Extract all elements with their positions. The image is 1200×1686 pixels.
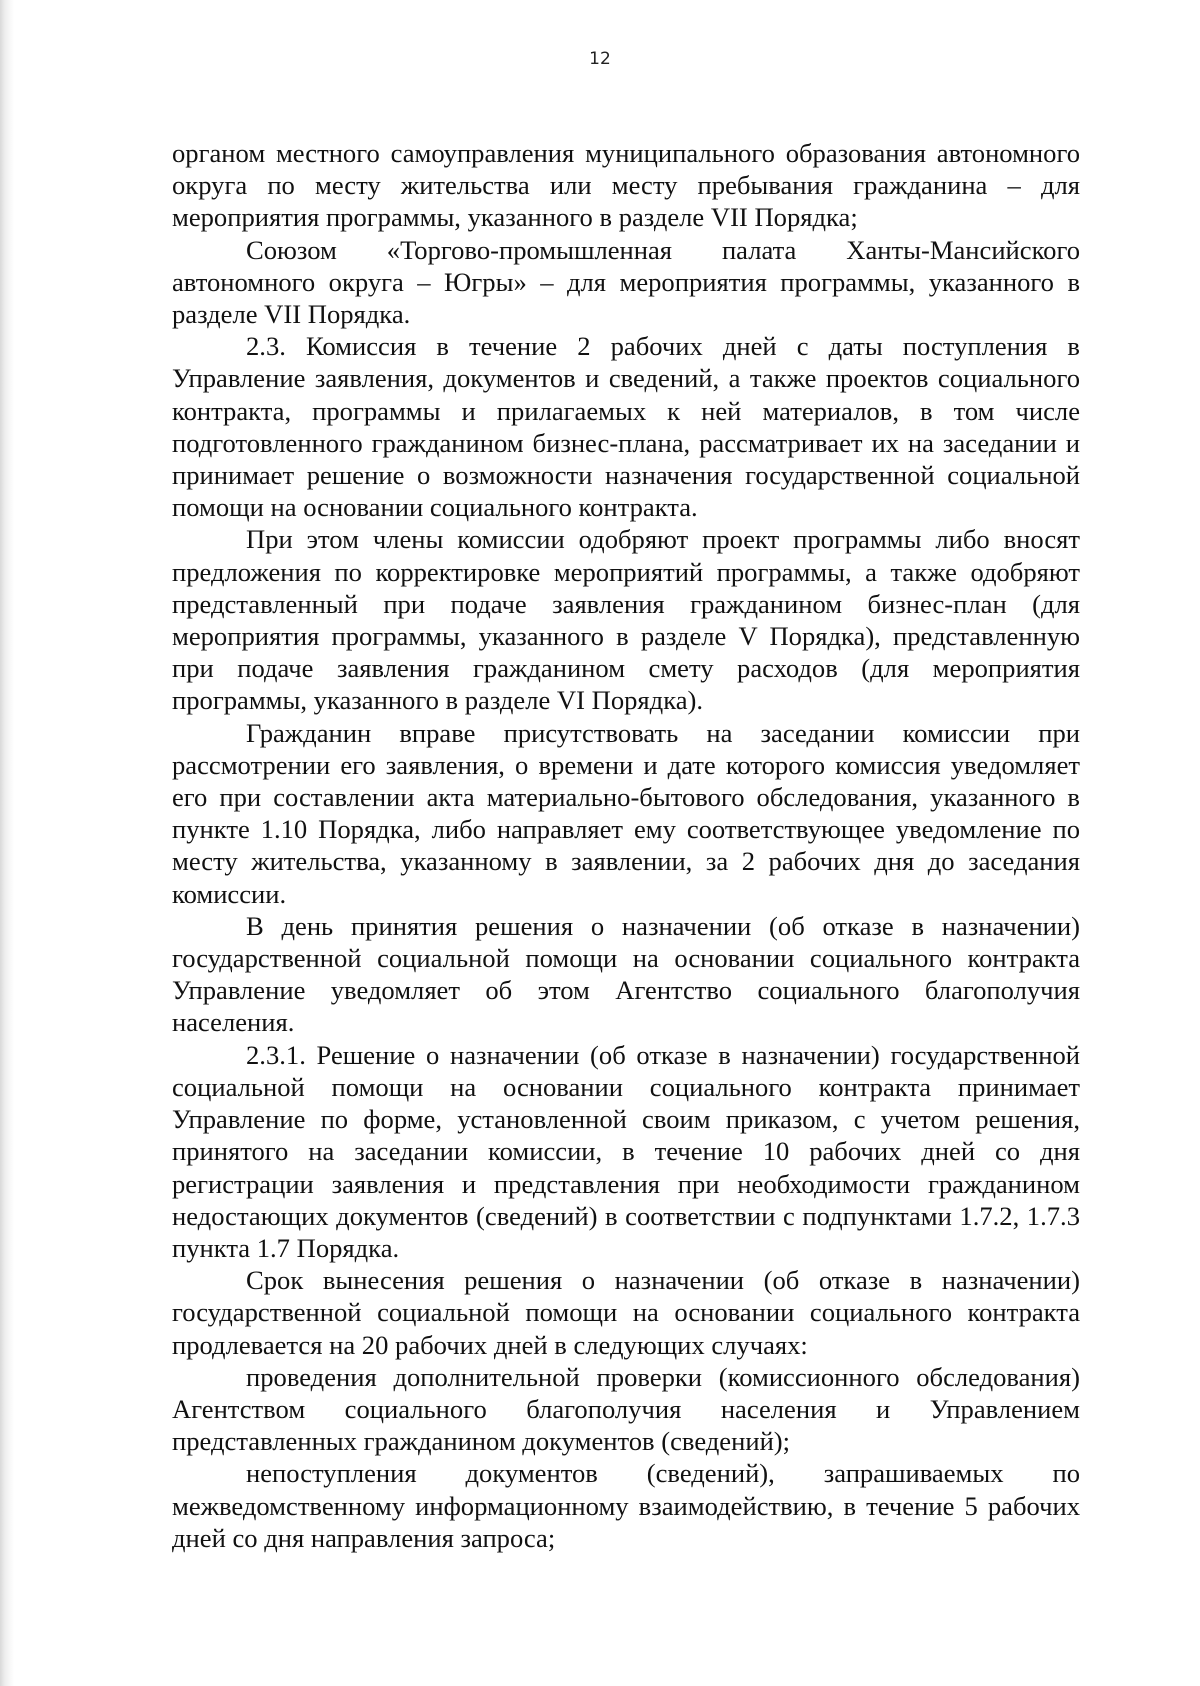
paragraph-4: При этом члены комиссии одобряют проект программы либо вносят предложения по корректировке мероприятий программы, а также одобряют представленный при подаче заявления гражданином бизнес-план (для мероприятия программы, указанного в разделе V Порядка), представленную при подаче заявления гражданином смету расходов (для мероприятия программы, указанного в разделе VI Порядка). [172, 524, 1080, 716]
scan-edge-shadow [0, 0, 14, 1686]
paragraph-2: Союзом «Торгово-промышленная палата Ханты-Мансийского автономного округа – Югры» – для мероприятия программы, указанного в разделе VII Порядка. [172, 234, 1080, 330]
paragraph-8: Срок вынесения решения о назначении (об отказе в назначении) государственной социальной помощи на основании социального контракта продлевается на 20 рабочих дней в следующих случаях: [172, 1265, 1080, 1360]
paragraph-6: В день принятия решения о назначении (об отказе в назначении) государственной социальной помощи на основании социального контракта Управление уведомляет об этом Агентство социального благополучия населения. [172, 910, 1080, 1038]
document-body [172, 137, 1080, 1554]
paragraph-10: непоступления документов (сведений), запрашиваемых по межведомственному информационному взаимодействию, в течение 5 рабочих дней со дня направления запроса; [172, 1458, 1080, 1553]
paragraph-7: 2.3.1. Решение о назначении (об отказе в назначении) государственной социальной помощи на основании социального контракта принимает Управление по форме, установленной своим приказом, с учетом решения, принятого на заседании комиссии, в течение 10 рабочих дней со дня регистрации заявления и представления при необходимости гражданином недостающих документов (сведений) в соответствии с подпунктами 1.7.2, 1.7.3 пункта 1.7 Порядка. [172, 1039, 1080, 1263]
paragraph-1: органом местного самоуправления муниципального образования автономного округа по месту жительства или месту пребывания гражданина – для мероприятия программы, указанного в разделе VII Порядка; [172, 138, 1080, 233]
paragraph-5: Гражданин вправе присутствовать на заседании комиссии при рассмотрении его заявления, о времени и дате которого комиссия уведомляет его при составлении акта материально-бытового обследования, указанного в пункте 1.10 Порядка, либо направляет ему соответствующее уведомление по месту жительства, указанному в заявлении, за 2 рабочих дня до заседания комиссии. [172, 717, 1080, 909]
paragraph-9: проведения дополнительной проверки (комиссионного обследования) Агентством социального благополучия населения и Управлением представленных гражданином документов (сведений); [172, 1361, 1080, 1457]
page-number: 12 [589, 49, 611, 69]
paragraph-3: 2.3. Комиссия в течение 2 рабочих дней с даты поступления в Управление заявления, документов и сведений, а также проектов социального контракта, программы и прилагаемых к ней материалов, в том числе подготовленного гражданином бизнес-плана, рассматривает их на заседании и принимает решение о возможности назначения государственной социальной помощи на основании социального контракта. [172, 331, 1080, 523]
